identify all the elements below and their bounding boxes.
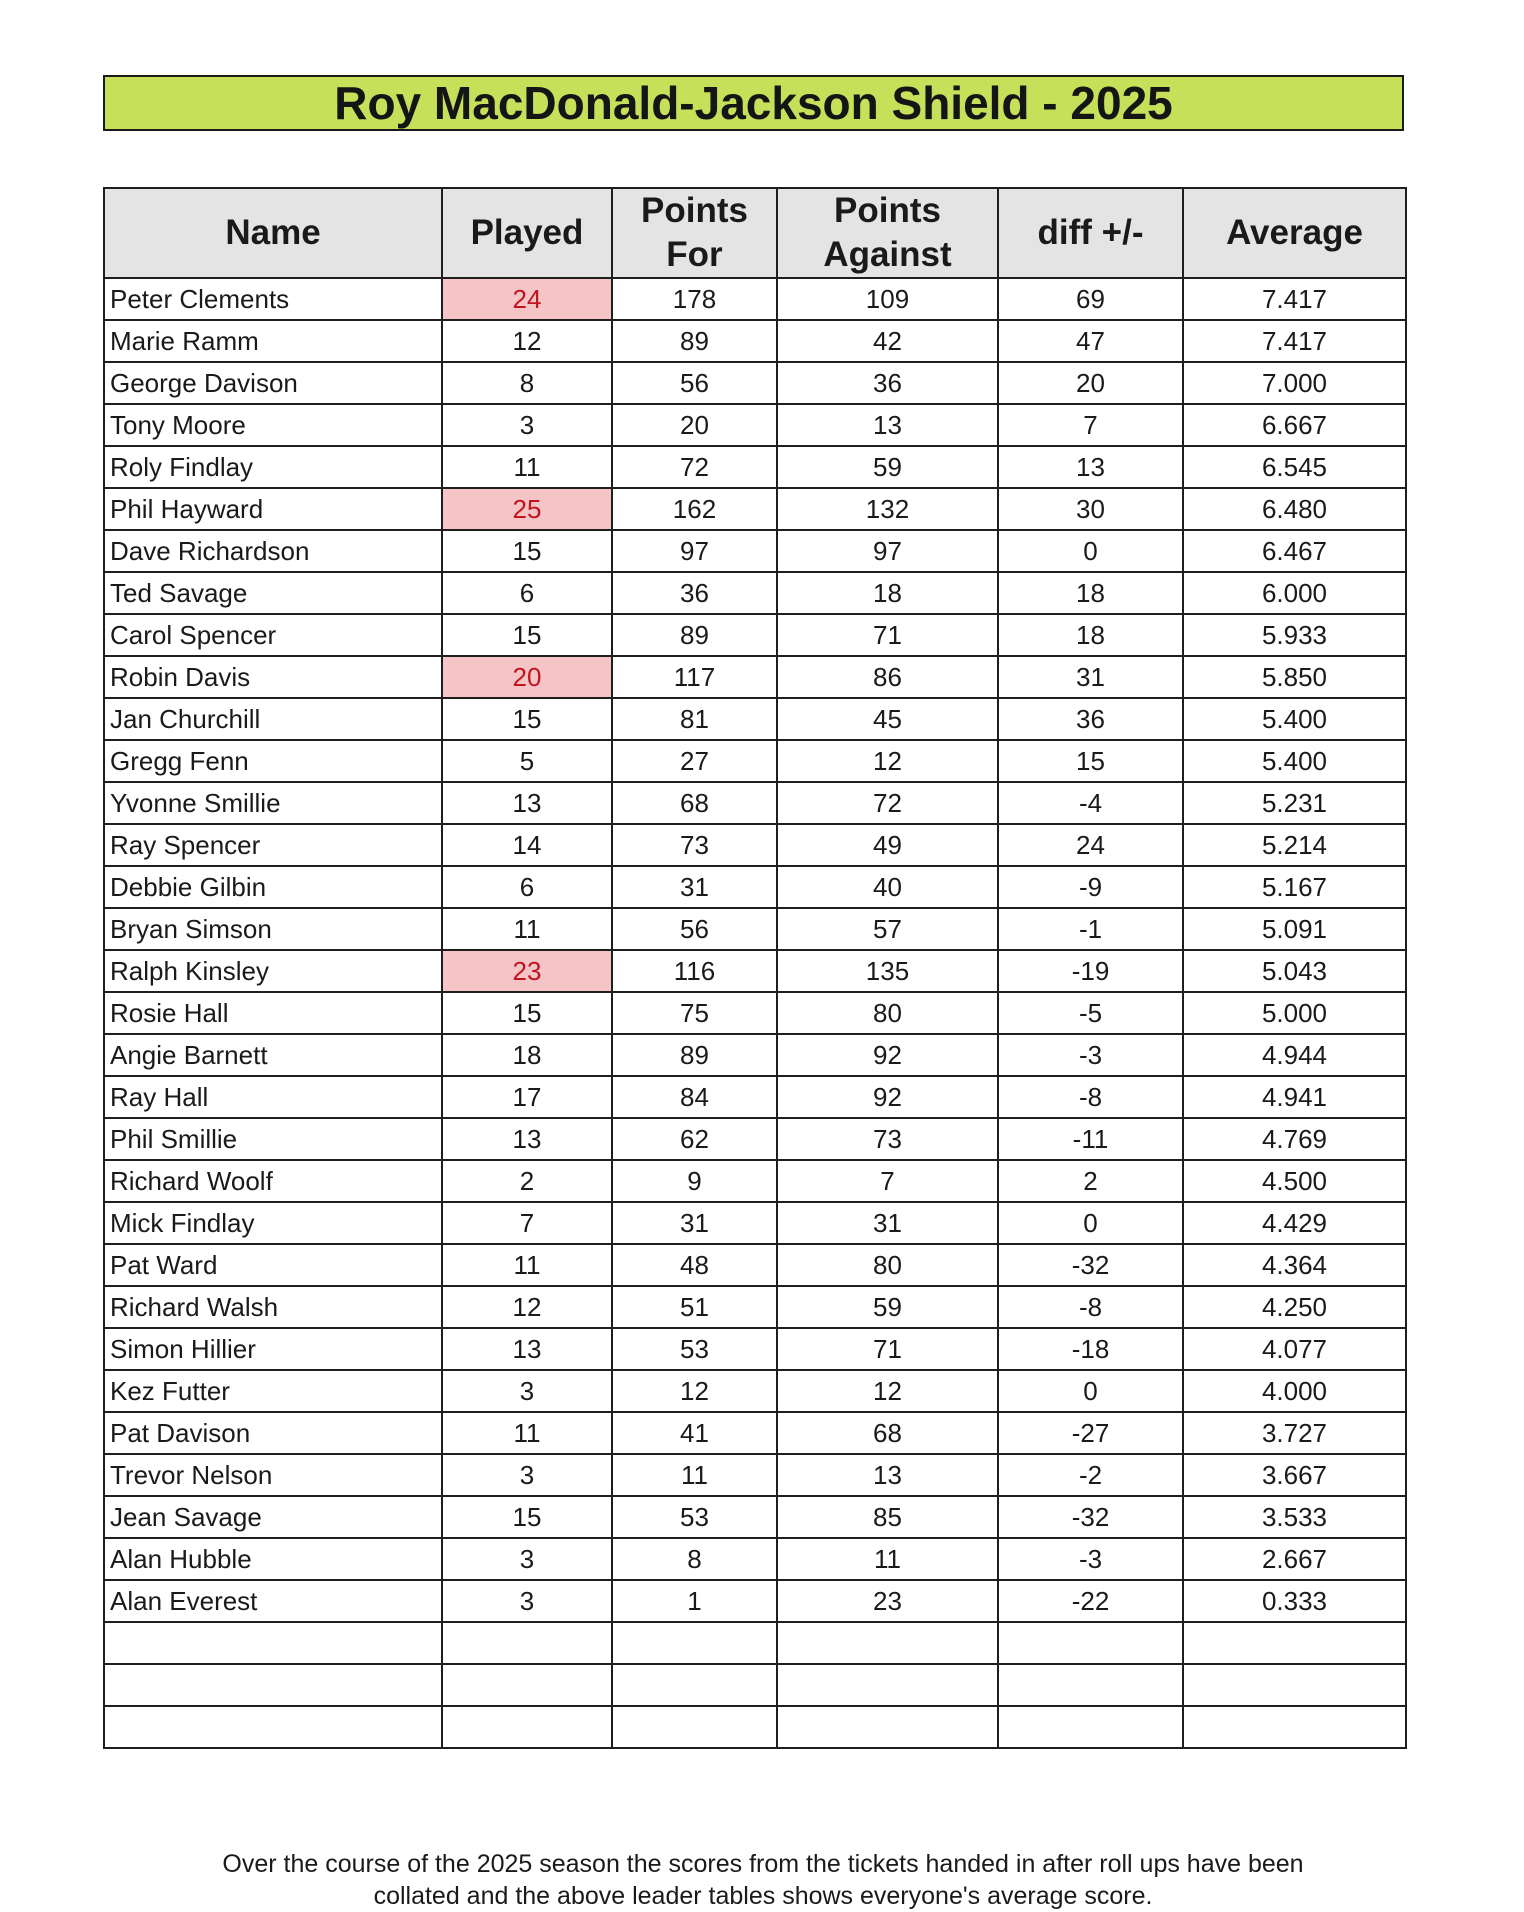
cell-average: 4.944: [1183, 1034, 1406, 1076]
table-row: [104, 1706, 1406, 1748]
cell-points-for: 84: [612, 1076, 777, 1118]
cell-points-against: 18: [777, 572, 998, 614]
cell-diff: -3: [998, 1538, 1183, 1580]
cell-points-for: 68: [612, 782, 777, 824]
cell-points-for: 1: [612, 1580, 777, 1622]
cell-average: 2.667: [1183, 1538, 1406, 1580]
table-row: [104, 698, 1406, 740]
col-header-points-against: [777, 188, 998, 278]
cell-name: Yvonne Smillie: [104, 782, 442, 824]
footer-line-1: Over the course of the 2025 season the scores from the tickets handed in after roll ups have been: [222, 1850, 1304, 1878]
cell-points-for: [612, 1706, 777, 1748]
cell-points-against: 132: [777, 488, 998, 530]
table-body: [104, 278, 1406, 1748]
cell-diff: 31: [998, 656, 1183, 698]
cell-diff: 15: [998, 740, 1183, 782]
cell-name: [104, 1664, 442, 1706]
table-row: [104, 1118, 1406, 1160]
cell-played: 3: [442, 1538, 612, 1580]
cell-diff: 18: [998, 572, 1183, 614]
cell-played: [442, 1664, 612, 1706]
cell-average: 5.091: [1183, 908, 1406, 950]
col-header-points-for-line1: Points: [641, 191, 748, 230]
table-row: [104, 572, 1406, 614]
cell-points-against: 23: [777, 1580, 998, 1622]
cell-played: 11: [442, 446, 612, 488]
cell-name: Gregg Fenn: [104, 740, 442, 782]
cell-diff: -4: [998, 782, 1183, 824]
cell-played: 3: [442, 404, 612, 446]
cell-name: Robin Davis: [104, 656, 442, 698]
table-row: [104, 740, 1406, 782]
cell-diff: 47: [998, 320, 1183, 362]
cell-points-against: 13: [777, 404, 998, 446]
cell-name: Dave Richardson: [104, 530, 442, 572]
cell-points-against: 72: [777, 782, 998, 824]
cell-points-against: 36: [777, 362, 998, 404]
cell-points-for: 97: [612, 530, 777, 572]
cell-points-against: 45: [777, 698, 998, 740]
cell-points-against: 49: [777, 824, 998, 866]
cell-average: 3.727: [1183, 1412, 1406, 1454]
cell-diff: -18: [998, 1328, 1183, 1370]
cell-played: 11: [442, 1244, 612, 1286]
cell-points-against: 31: [777, 1202, 998, 1244]
cell-diff: 2: [998, 1160, 1183, 1202]
table-row: [104, 908, 1406, 950]
cell-played: 23: [442, 950, 612, 992]
cell-points-against: 11: [777, 1538, 998, 1580]
cell-points-for: 51: [612, 1286, 777, 1328]
cell-played: 5: [442, 740, 612, 782]
cell-name: Ray Spencer: [104, 824, 442, 866]
cell-points-against: 92: [777, 1034, 998, 1076]
cell-diff: 20: [998, 362, 1183, 404]
cell-average: 5.850: [1183, 656, 1406, 698]
cell-name: George Davison: [104, 362, 442, 404]
cell-points-for: 89: [612, 614, 777, 656]
cell-average: 5.400: [1183, 740, 1406, 782]
cell-points-for: 75: [612, 992, 777, 1034]
cell-points-for: 12: [612, 1370, 777, 1412]
cell-played: 18: [442, 1034, 612, 1076]
cell-points-for: 31: [612, 866, 777, 908]
cell-played: 7: [442, 1202, 612, 1244]
cell-average: 4.364: [1183, 1244, 1406, 1286]
cell-points-against: 13: [777, 1454, 998, 1496]
cell-played: 8: [442, 362, 612, 404]
cell-name: Carol Spencer: [104, 614, 442, 656]
cell-name: Debbie Gilbin: [104, 866, 442, 908]
table-row: [104, 1538, 1406, 1580]
cell-diff: -1: [998, 908, 1183, 950]
cell-points-against: [777, 1622, 998, 1664]
cell-diff: [998, 1622, 1183, 1664]
cell-name: Ray Hall: [104, 1076, 442, 1118]
table-row: [104, 1580, 1406, 1622]
cell-played: 15: [442, 698, 612, 740]
cell-points-against: 59: [777, 1286, 998, 1328]
table-row: [104, 1622, 1406, 1664]
cell-average: 5.000: [1183, 992, 1406, 1034]
cell-average: 6.000: [1183, 572, 1406, 614]
cell-diff: -9: [998, 866, 1183, 908]
cell-diff: 0: [998, 1370, 1183, 1412]
header-row: [104, 188, 1406, 278]
cell-points-for: [612, 1664, 777, 1706]
table-row: [104, 1496, 1406, 1538]
table-row: [104, 1370, 1406, 1412]
cell-diff: 18: [998, 614, 1183, 656]
table-row: [104, 824, 1406, 866]
cell-name: Peter Clements: [104, 278, 442, 320]
cell-played: 12: [442, 1286, 612, 1328]
cell-played: 15: [442, 530, 612, 572]
cell-points-against: 12: [777, 1370, 998, 1412]
cell-points-for: 31: [612, 1202, 777, 1244]
cell-points-against: 80: [777, 1244, 998, 1286]
cell-diff: -22: [998, 1580, 1183, 1622]
table-row: [104, 1328, 1406, 1370]
cell-played: [442, 1622, 612, 1664]
cell-played: 15: [442, 1496, 612, 1538]
cell-points-for: 81: [612, 698, 777, 740]
cell-points-against: 97: [777, 530, 998, 572]
col-header-played: Played: [442, 188, 612, 278]
cell-diff: -32: [998, 1244, 1183, 1286]
cell-average: [1183, 1706, 1406, 1748]
table-row: [104, 1454, 1406, 1496]
cell-average: 4.250: [1183, 1286, 1406, 1328]
cell-average: 4.941: [1183, 1076, 1406, 1118]
cell-points-against: 80: [777, 992, 998, 1034]
cell-name: Jan Churchill: [104, 698, 442, 740]
cell-played: 11: [442, 1412, 612, 1454]
cell-name: Pat Ward: [104, 1244, 442, 1286]
cell-played: 12: [442, 320, 612, 362]
cell-points-against: 71: [777, 614, 998, 656]
cell-average: 4.077: [1183, 1328, 1406, 1370]
cell-average: 7.000: [1183, 362, 1406, 404]
table-row: [104, 278, 1406, 320]
footer-line-2: collated and the above leader tables shows everyone's average score.: [373, 1882, 1153, 1910]
table-row: [104, 1664, 1406, 1706]
table-row: [104, 656, 1406, 698]
cell-name: Phil Hayward: [104, 488, 442, 530]
cell-name: Simon Hillier: [104, 1328, 442, 1370]
cell-diff: -2: [998, 1454, 1183, 1496]
cell-played: 6: [442, 866, 612, 908]
cell-points-for: 56: [612, 362, 777, 404]
col-header-points-against-line2: Against: [823, 235, 952, 274]
col-header-points-for-line2: For: [666, 235, 723, 274]
cell-points-against: 92: [777, 1076, 998, 1118]
table-row: [104, 404, 1406, 446]
table-row: [104, 488, 1406, 530]
cell-points-against: 73: [777, 1118, 998, 1160]
cell-average: 5.400: [1183, 698, 1406, 740]
cell-average: 6.545: [1183, 446, 1406, 488]
cell-played: 17: [442, 1076, 612, 1118]
cell-diff: -8: [998, 1076, 1183, 1118]
cell-points-for: 56: [612, 908, 777, 950]
table-row: [104, 782, 1406, 824]
cell-points-against: 71: [777, 1328, 998, 1370]
cell-points-against: 7: [777, 1160, 998, 1202]
cell-points-against: 57: [777, 908, 998, 950]
cell-diff: 69: [998, 278, 1183, 320]
cell-played: 2: [442, 1160, 612, 1202]
cell-diff: -32: [998, 1496, 1183, 1538]
cell-average: 3.533: [1183, 1496, 1406, 1538]
cell-points-against: 135: [777, 950, 998, 992]
cell-played: 14: [442, 824, 612, 866]
page-title: Roy MacDonald-Jackson Shield - 2025: [103, 75, 1404, 131]
cell-diff: -11: [998, 1118, 1183, 1160]
cell-name: Tony Moore: [104, 404, 442, 446]
col-header-points-for: [612, 188, 777, 278]
cell-name: Ralph Kinsley: [104, 950, 442, 992]
cell-points-for: [612, 1622, 777, 1664]
table-row: [104, 1412, 1406, 1454]
cell-name: Angie Barnett: [104, 1034, 442, 1076]
cell-diff: -27: [998, 1412, 1183, 1454]
cell-average: 5.043: [1183, 950, 1406, 992]
cell-played: 15: [442, 992, 612, 1034]
cell-average: 6.480: [1183, 488, 1406, 530]
cell-played: 25: [442, 488, 612, 530]
cell-name: Kez Futter: [104, 1370, 442, 1412]
cell-name: Jean Savage: [104, 1496, 442, 1538]
table-row: [104, 950, 1406, 992]
cell-points-for: 48: [612, 1244, 777, 1286]
cell-points-against: 85: [777, 1496, 998, 1538]
cell-points-against: 68: [777, 1412, 998, 1454]
cell-name: Mick Findlay: [104, 1202, 442, 1244]
table-row: [104, 1286, 1406, 1328]
cell-played: 3: [442, 1580, 612, 1622]
cell-average: 4.000: [1183, 1370, 1406, 1412]
cell-played: 3: [442, 1454, 612, 1496]
cell-points-for: 89: [612, 1034, 777, 1076]
footer-note: [130, 1848, 1396, 1912]
cell-average: 5.214: [1183, 824, 1406, 866]
cell-points-against: 86: [777, 656, 998, 698]
cell-diff: -5: [998, 992, 1183, 1034]
cell-played: 6: [442, 572, 612, 614]
cell-points-for: 20: [612, 404, 777, 446]
cell-average: 6.667: [1183, 404, 1406, 446]
cell-average: [1183, 1622, 1406, 1664]
table-row: [104, 866, 1406, 908]
cell-points-against: [777, 1706, 998, 1748]
col-header-points-against-line1: Points: [834, 191, 941, 230]
cell-name: Rosie Hall: [104, 992, 442, 1034]
cell-average: 5.167: [1183, 866, 1406, 908]
cell-points-against: [777, 1664, 998, 1706]
cell-points-for: 8: [612, 1538, 777, 1580]
cell-average: [1183, 1664, 1406, 1706]
cell-name: Trevor Nelson: [104, 1454, 442, 1496]
cell-diff: 36: [998, 698, 1183, 740]
cell-diff: [998, 1664, 1183, 1706]
cell-name: Bryan Simson: [104, 908, 442, 950]
cell-name: Richard Woolf: [104, 1160, 442, 1202]
table-row: [104, 362, 1406, 404]
cell-name: Richard Walsh: [104, 1286, 442, 1328]
cell-points-for: 117: [612, 656, 777, 698]
cell-diff: 0: [998, 1202, 1183, 1244]
cell-average: 5.231: [1183, 782, 1406, 824]
cell-points-for: 9: [612, 1160, 777, 1202]
cell-played: 13: [442, 1118, 612, 1160]
cell-points-against: 40: [777, 866, 998, 908]
cell-diff: 30: [998, 488, 1183, 530]
cell-average: 7.417: [1183, 320, 1406, 362]
cell-name: [104, 1706, 442, 1748]
cell-points-against: 12: [777, 740, 998, 782]
cell-played: 20: [442, 656, 612, 698]
table-row: [104, 1202, 1406, 1244]
cell-diff: 0: [998, 530, 1183, 572]
cell-played: 15: [442, 614, 612, 656]
cell-points-for: 36: [612, 572, 777, 614]
cell-diff: [998, 1706, 1183, 1748]
cell-average: 7.417: [1183, 278, 1406, 320]
cell-average: 3.667: [1183, 1454, 1406, 1496]
cell-diff: -8: [998, 1286, 1183, 1328]
cell-name: Ted Savage: [104, 572, 442, 614]
cell-points-for: 73: [612, 824, 777, 866]
cell-name: Pat Davison: [104, 1412, 442, 1454]
cell-diff: -19: [998, 950, 1183, 992]
table-row: [104, 320, 1406, 362]
cell-points-for: 62: [612, 1118, 777, 1160]
cell-diff: 7: [998, 404, 1183, 446]
cell-average: 4.769: [1183, 1118, 1406, 1160]
cell-average: 4.429: [1183, 1202, 1406, 1244]
table-row: [104, 1160, 1406, 1202]
table-row: [104, 530, 1406, 572]
col-header-average: Average: [1183, 188, 1406, 278]
cell-diff: 24: [998, 824, 1183, 866]
table-row: [104, 1034, 1406, 1076]
table-row: [104, 1244, 1406, 1286]
cell-played: 11: [442, 908, 612, 950]
cell-points-for: 53: [612, 1328, 777, 1370]
cell-diff: -3: [998, 1034, 1183, 1076]
cell-average: 5.933: [1183, 614, 1406, 656]
cell-name: Phil Smillie: [104, 1118, 442, 1160]
cell-points-for: 11: [612, 1454, 777, 1496]
cell-name: Alan Everest: [104, 1580, 442, 1622]
cell-diff: 13: [998, 446, 1183, 488]
cell-points-for: 53: [612, 1496, 777, 1538]
cell-points-for: 162: [612, 488, 777, 530]
cell-points-for: 27: [612, 740, 777, 782]
cell-average: 0.333: [1183, 1580, 1406, 1622]
cell-points-for: 89: [612, 320, 777, 362]
table-row: [104, 1076, 1406, 1118]
cell-played: 24: [442, 278, 612, 320]
cell-name: Alan Hubble: [104, 1538, 442, 1580]
leader-table: [103, 187, 1407, 1749]
cell-name: [104, 1622, 442, 1664]
table-row: [104, 992, 1406, 1034]
cell-points-for: 41: [612, 1412, 777, 1454]
cell-played: 13: [442, 782, 612, 824]
cell-average: 4.500: [1183, 1160, 1406, 1202]
cell-name: Roly Findlay: [104, 446, 442, 488]
cell-points-against: 109: [777, 278, 998, 320]
cell-points-for: 116: [612, 950, 777, 992]
cell-played: 3: [442, 1370, 612, 1412]
cell-points-against: 59: [777, 446, 998, 488]
cell-points-for: 178: [612, 278, 777, 320]
cell-points-for: 72: [612, 446, 777, 488]
cell-points-against: 42: [777, 320, 998, 362]
cell-name: Marie Ramm: [104, 320, 442, 362]
col-header-diff: diff +/-: [998, 188, 1183, 278]
table-row: [104, 446, 1406, 488]
cell-average: 6.467: [1183, 530, 1406, 572]
cell-played: [442, 1706, 612, 1748]
cell-played: 13: [442, 1328, 612, 1370]
table-row: [104, 614, 1406, 656]
col-header-name: Name: [104, 188, 442, 278]
